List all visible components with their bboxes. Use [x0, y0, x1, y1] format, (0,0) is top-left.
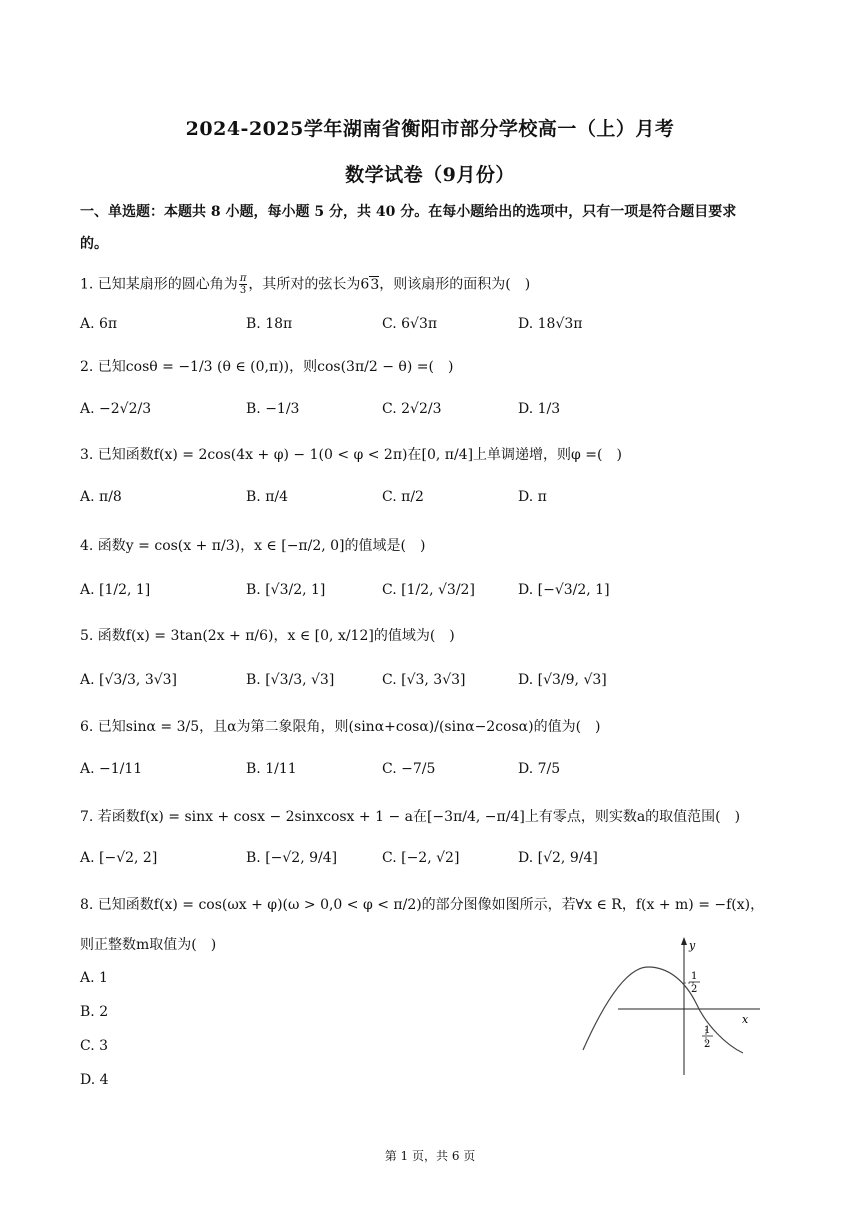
y-axis-label: y — [689, 939, 696, 952]
question-4: 4. 函数y = cos(x + π/3)，x ∈ [−π/2, 0]的值域是( ) — [80, 538, 426, 554]
question-6: 6. 已知sinα = 3/5，且α为第二象限角，则(sinα+cosα)/(sinα−2cosα)的值为( ) — [80, 719, 601, 735]
question-3: 3. 已知函数f(x) = 2cos(4x + φ) − 1(0 < φ < 2π)在[0, π/4]上单调递增，则φ =( ) — [80, 447, 622, 463]
q8-option-c[interactable]: C. 3 — [80, 1038, 109, 1054]
q4-option-a[interactable]: A. [1/2, 1] — [80, 582, 151, 598]
question-8-line1: 8. 已知函数f(x) = cos(ωx + φ)(ω > 0,0 < φ < π/2)的部分图像如图所示，若∀x ∈ R，f(x + m) = −f(x)， — [80, 897, 765, 913]
q1-option-b[interactable]: B. 18π — [246, 316, 293, 332]
q8-option-b[interactable]: B. 2 — [80, 1004, 109, 1020]
x-axis-label: x — [742, 1013, 749, 1026]
q6-option-c[interactable]: C. −7/5 — [382, 761, 436, 777]
q1-stem-c: 3 — [370, 276, 380, 293]
q7-option-a[interactable]: A. [−√2, 2] — [80, 850, 158, 866]
section-heading-line1: 一、单选题：本题共 8 小题，每小题 5 分，共 40 分。在每小题给出的选项中，只有一项是符合题目要求 — [80, 204, 737, 220]
q4-option-d[interactable]: D. [−√3/2, 1] — [518, 582, 610, 598]
q6-option-b[interactable]: B. 1/11 — [246, 761, 297, 777]
q3-option-d[interactable]: D. π — [518, 489, 547, 505]
q5-option-a[interactable]: A. [√3/3, 3√3] — [80, 672, 178, 688]
q5-option-c[interactable]: C. [√3, 3√3] — [382, 672, 466, 688]
question-7: 7. 若函数f(x) = sinx + cosx − 2sinxcosx + 1 − a在[−3π/4, −π/4]上有零点，则实数a的取值范围( ) — [80, 809, 741, 825]
q2-option-d[interactable]: D. 1/3 — [518, 401, 561, 417]
svg-text:2: 2 — [704, 1039, 711, 1050]
q1-option-d[interactable]: D. 18√3π — [518, 316, 583, 332]
page-footer: 第 1 页，共 6 页 — [384, 1149, 476, 1163]
q5-option-d[interactable]: D. [√3/9, √3] — [518, 672, 607, 688]
label-half-top: 1 — [691, 971, 698, 982]
q2-option-b[interactable]: B. −1/3 — [246, 401, 300, 417]
q1-stem-b: ，其所对的弦长为6 — [248, 276, 370, 293]
y-axis-arrow — [681, 937, 687, 945]
q5-option-b[interactable]: B. [√3/3, √3] — [246, 672, 335, 688]
q3-option-a[interactable]: A. π/8 — [80, 489, 122, 505]
cosine-curve — [583, 967, 743, 1053]
q8-option-d[interactable]: D. 4 — [80, 1072, 109, 1088]
question-2: 2. 已知cosθ = −1/3 (θ ∈ (0,π))，则cos(3π/2 − θ) =( ) — [80, 359, 454, 375]
q6-option-d[interactable]: D. 7/5 — [518, 761, 561, 777]
svg-text:2: 2 — [691, 984, 698, 995]
question-5: 5. 函数f(x) = 3tan(2x + π/6)，x ∈ [0, x/12]的值域为( ) — [80, 628, 455, 644]
question-8-line2: 则正整数m取值为( ) — [80, 937, 217, 953]
q1-option-c[interactable]: C. 6√3π — [382, 316, 438, 332]
q3-option-b[interactable]: B. π/4 — [246, 489, 289, 505]
question-1: 1. 已知某扇形的圆心角为 $\frac{\pi}{3}$ ，其所对的弦长为63，则该扇形的面积为( ) — [80, 273, 531, 296]
cosine-graph-figure — [578, 935, 768, 1080]
exam-title-line2: 数学试卷（9月份） — [345, 164, 515, 186]
q1-option-a[interactable]: A. 6π — [80, 316, 118, 332]
section-heading-line2: 的。 — [80, 236, 108, 252]
label-half-bottom: 1 — [704, 1025, 711, 1036]
section-heading — [80, 196, 780, 260]
q6-option-a[interactable]: A. −1/11 — [80, 761, 143, 777]
q7-option-b[interactable]: B. [−√2, 9/4] — [246, 850, 338, 866]
q2-option-a[interactable]: A. −2√2/3 — [80, 401, 152, 417]
q2-option-c[interactable]: C. 2√2/3 — [382, 401, 442, 417]
q7-option-c[interactable]: C. [−2, √2] — [382, 850, 460, 866]
q4-option-b[interactable]: B. [√3/2, 1] — [246, 582, 326, 598]
q4-option-c[interactable]: C. [1/2, √3/2] — [382, 582, 475, 598]
q8-option-a[interactable]: A. 1 — [80, 970, 108, 986]
q1-stem-d: ，则该扇形的面积为( ) — [379, 276, 531, 293]
q3-option-c[interactable]: C. π/2 — [382, 489, 424, 505]
exam-title-line1: 2024-2025学年湖南省衡阳市部分学校高一（上）月考 — [185, 118, 675, 140]
q7-option-d[interactable]: D. [√2, 9/4] — [518, 850, 598, 866]
q1-stem-a: 1. 已知某扇形的圆心角为 — [80, 276, 238, 293]
